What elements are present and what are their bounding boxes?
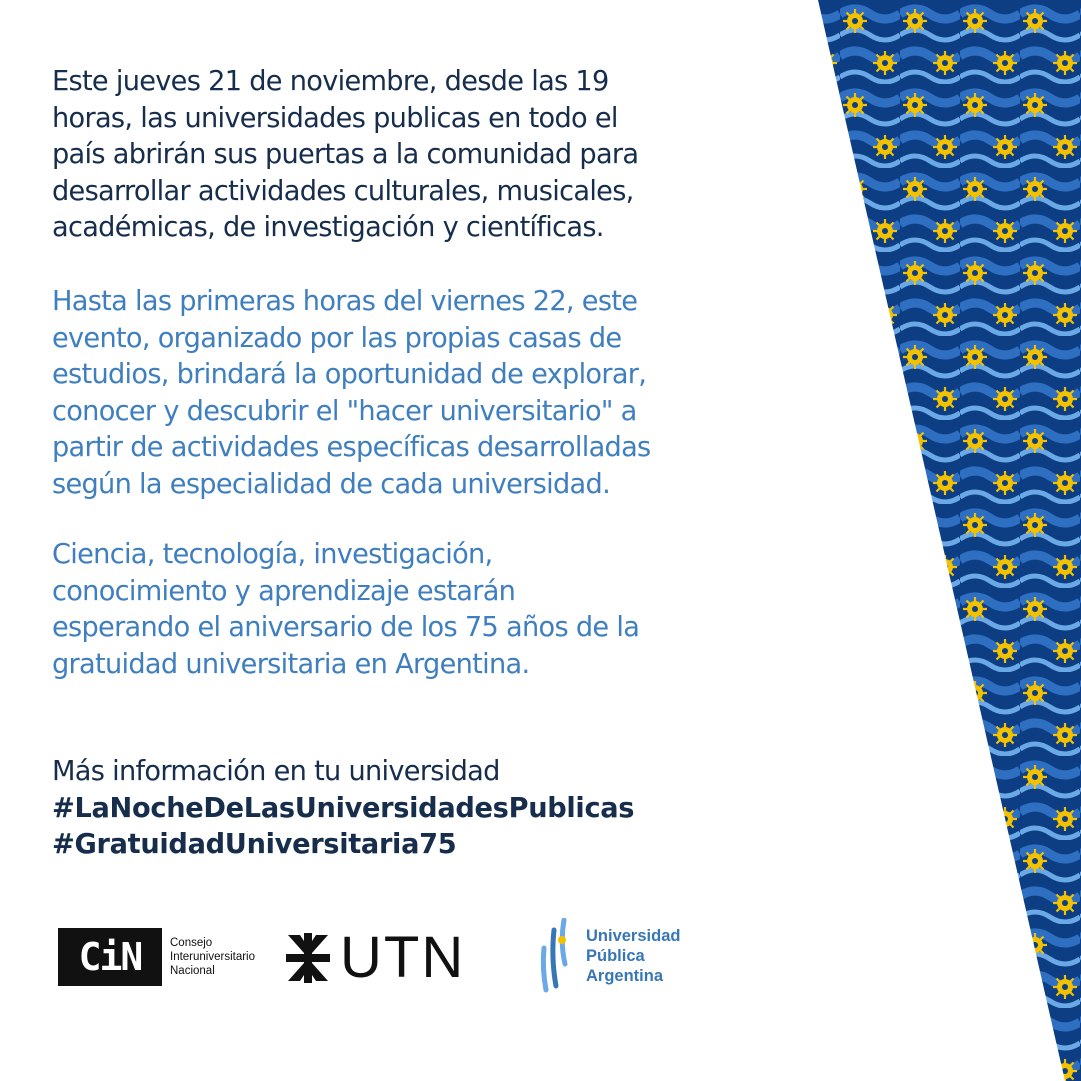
text-line: según la especialidad de cada universidad. <box>52 468 611 500</box>
text-line: país abrirán sus puertas a la comunidad para <box>52 139 639 170</box>
text-line: evento, organizado por las propias casas de <box>52 322 622 354</box>
hashtag: #LaNocheDeLasUniversidadesPublicas <box>52 792 635 824</box>
upa-flag-icon <box>538 918 578 994</box>
text-line: Ciencia, tecnología, investigación, <box>52 539 493 570</box>
utn-logo-text: UTN <box>340 925 466 990</box>
utn-emblem-icon <box>286 933 330 983</box>
text-line: esperando el aniversario de los 75 años de la <box>52 612 640 643</box>
cin-logo <box>58 928 255 986</box>
upa-logo-line: Pública <box>586 947 645 965</box>
text-line: gratuidad universitaria en Argentina. <box>52 648 530 680</box>
cin-logo-line: Consejo <box>170 937 213 949</box>
upa-logo-line: Argentina <box>586 967 664 985</box>
text-line: conocer y descubrir el "hacer universitario" a <box>52 395 637 427</box>
utn-logo <box>286 925 466 990</box>
event-paragraph <box>52 284 651 503</box>
upa-logo-line: Universidad <box>586 927 681 945</box>
cin-logo-line: Interuniversitario <box>170 951 256 963</box>
text-line: conocimiento y aprendizaje estarán <box>52 575 516 607</box>
text-line: académicas, de investigación y científicas. <box>52 212 604 243</box>
upa-logo-text <box>586 926 680 986</box>
logo-row <box>58 918 738 998</box>
cin-logo-line: Nacional <box>170 965 215 977</box>
more-info-block <box>52 754 634 864</box>
cin-logo-text <box>170 936 255 978</box>
text-line: Hasta las primeras horas del viernes 22, este <box>52 286 638 317</box>
cin-logo-mark: CiN <box>58 928 162 986</box>
text-line: horas, las universidades publicas en todo el <box>52 102 618 134</box>
text-line: Este jueves 21 de noviembre, desde las 19 <box>52 66 609 97</box>
text-line: partir de actividades específicas desarrolladas <box>52 432 651 463</box>
hashtag: #GratuidadUniversitaria75 <box>52 829 457 860</box>
text-line: desarrollar actividades culturales, musicales, <box>52 175 634 207</box>
anniversary-paragraph <box>52 537 639 683</box>
upa-logo <box>538 918 680 994</box>
intro-paragraph <box>52 64 638 247</box>
more-info-text: Más información en tu universidad <box>52 756 500 787</box>
text-line: estudios, brindará la oportunidad de explorar, <box>52 359 647 390</box>
